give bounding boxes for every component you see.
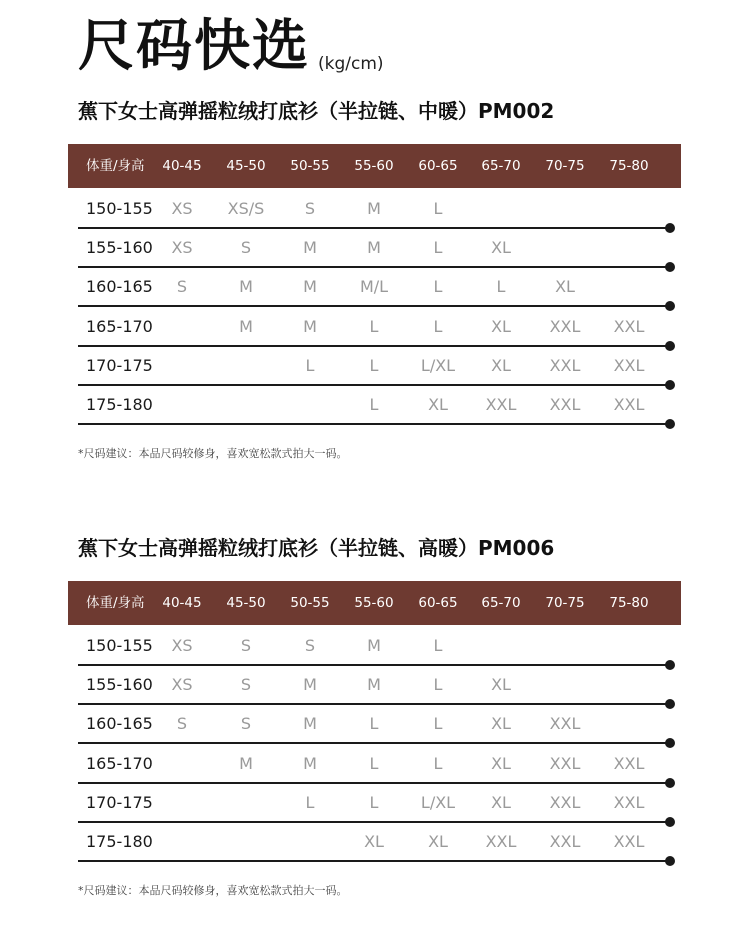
table-row: [0, 386, 750, 425]
size-cell: M: [303, 316, 317, 336]
column-header: 65-70: [481, 595, 521, 611]
row-height-label: 155-160: [86, 238, 153, 258]
table-header: [68, 581, 681, 625]
size-cell: M: [303, 277, 317, 297]
size-cell: L: [369, 714, 379, 734]
table-row: [0, 627, 750, 666]
size-cell: XXL: [485, 395, 517, 414]
size-cell: S: [176, 277, 188, 297]
row-height-label: 170-175: [86, 355, 153, 375]
size-cell: M: [367, 675, 381, 695]
size-cell: XXL: [613, 753, 645, 773]
column-header-weight-height: 体重/身高: [86, 158, 145, 174]
size-cell: L: [433, 714, 443, 734]
table-row: [0, 229, 750, 268]
size-cell: M/L: [359, 277, 389, 297]
row-height-label: 165-170: [86, 753, 153, 773]
size-cell: M: [303, 714, 317, 734]
column-header: 40-45: [162, 595, 202, 611]
size-cell: XXL: [613, 832, 645, 851]
size-cell: XL: [491, 355, 511, 375]
column-header-weight-height: 体重/身高: [86, 595, 145, 611]
row-height-label: 170-175: [86, 792, 153, 812]
size-cell: M: [239, 753, 253, 773]
row-divider-dot: [665, 856, 675, 866]
size-cell: XL: [491, 675, 511, 695]
size-cell: S: [240, 238, 252, 258]
size-cell: XXL: [549, 832, 581, 851]
table-row: [0, 745, 750, 784]
column-header: 50-55: [290, 158, 330, 174]
column-header: 75-80: [609, 158, 649, 174]
column-header: 50-55: [290, 595, 330, 611]
size-cell: L: [433, 238, 443, 258]
row-height-label: 165-170: [86, 316, 153, 336]
size-cell: M: [303, 753, 317, 773]
size-cell: XL: [428, 832, 448, 851]
size-cell: S: [304, 199, 316, 218]
column-header: 70-75: [545, 158, 585, 174]
size-cell: L: [369, 395, 379, 414]
size-cell: L: [305, 355, 315, 375]
size-cell: L: [433, 316, 443, 336]
size-cell: L: [369, 753, 379, 773]
column-header: 75-80: [609, 595, 649, 611]
size-cell: L: [433, 753, 443, 773]
size-cell: M: [303, 238, 317, 258]
page-title: 尺码快选: [78, 14, 310, 79]
unit-label: (kg/cm): [318, 54, 384, 74]
size-cell: XXL: [549, 316, 581, 336]
size-cell: L: [433, 199, 443, 218]
size-cell: L: [369, 792, 379, 812]
table-row: [0, 784, 750, 823]
size-cell: XL: [491, 753, 511, 773]
size-note: *尺码建议：本品尺码较修身，喜欢宽松款式拍大一码。: [78, 447, 348, 460]
size-cell: L: [369, 316, 379, 336]
size-cell: XL: [491, 714, 511, 734]
size-cell: XL: [491, 792, 511, 812]
table-row: [0, 666, 750, 705]
size-cell: XXL: [613, 792, 645, 812]
row-height-label: 160-165: [86, 714, 153, 734]
column-header: 55-60: [354, 595, 394, 611]
page-header: [78, 14, 384, 80]
column-header: 45-50: [226, 158, 266, 174]
size-cell: M: [303, 675, 317, 695]
row-height-label: 150-155: [86, 199, 153, 218]
size-cell: XXL: [549, 395, 581, 414]
size-cell: L/XL: [420, 792, 456, 812]
row-height-label: 155-160: [86, 675, 153, 695]
size-cell: XXL: [613, 395, 645, 414]
size-cell: M: [239, 277, 253, 297]
size-cell: S: [240, 714, 252, 734]
size-cell: XXL: [485, 832, 517, 851]
size-cell: L: [433, 675, 443, 695]
size-cell: L/XL: [420, 355, 456, 375]
table-row: [0, 705, 750, 744]
size-cell: XXL: [549, 355, 581, 375]
size-cell: L: [496, 277, 506, 297]
row-height-label: 160-165: [86, 277, 153, 297]
product-title: 蕉下女士高弹摇粒绒打底衫（半拉链、中暖）PM002: [78, 99, 555, 123]
size-cell: M: [367, 636, 381, 655]
size-cell: XS: [171, 636, 193, 655]
column-header: 60-65: [418, 595, 458, 611]
row-height-label: 150-155: [86, 636, 153, 655]
row-height-label: 175-180: [86, 832, 153, 851]
size-cell: S: [240, 636, 252, 655]
size-cell: XL: [364, 832, 384, 851]
size-cell: L: [433, 636, 443, 655]
size-cell: XL: [491, 238, 511, 258]
size-cell: XS: [171, 199, 193, 218]
row-divider: [78, 860, 670, 862]
size-cell: M: [239, 316, 253, 336]
size-note: *尺码建议：本品尺码较修身，喜欢宽松款式拍大一码。: [78, 884, 348, 897]
size-cell: XXL: [549, 753, 581, 773]
table-row: [0, 823, 750, 862]
column-header: 60-65: [418, 158, 458, 174]
table-row: [0, 190, 750, 229]
size-cell: S: [304, 636, 316, 655]
size-cell: S: [240, 675, 252, 695]
column-header: 40-45: [162, 158, 202, 174]
table-row: [0, 347, 750, 386]
size-cell: XS: [171, 238, 193, 258]
size-cell: S: [176, 714, 188, 734]
row-height-label: 175-180: [86, 395, 153, 414]
table-header: [68, 144, 681, 188]
column-header: 65-70: [481, 158, 521, 174]
size-cell: XXL: [613, 316, 645, 336]
size-cell: XXL: [549, 714, 581, 734]
size-cell: M: [367, 199, 381, 218]
row-divider-dot: [665, 419, 675, 429]
column-header: 45-50: [226, 595, 266, 611]
size-cell: XS: [171, 675, 193, 695]
size-cell: L: [305, 792, 315, 812]
product-title: 蕉下女士高弹摇粒绒打底衫（半拉链、高暖）PM006: [78, 536, 555, 560]
size-cell: M: [367, 238, 381, 258]
table-row: [0, 308, 750, 347]
size-cell: XS/S: [227, 199, 265, 218]
table-row: [0, 268, 750, 307]
column-header: 55-60: [354, 158, 394, 174]
row-divider: [78, 423, 670, 425]
size-cell: XL: [555, 277, 575, 297]
size-cell: XXL: [549, 792, 581, 812]
size-cell: L: [369, 355, 379, 375]
size-cell: L: [433, 277, 443, 297]
size-cell: XXL: [613, 355, 645, 375]
size-cell: XL: [428, 395, 448, 414]
column-header: 70-75: [545, 595, 585, 611]
size-cell: XL: [491, 316, 511, 336]
